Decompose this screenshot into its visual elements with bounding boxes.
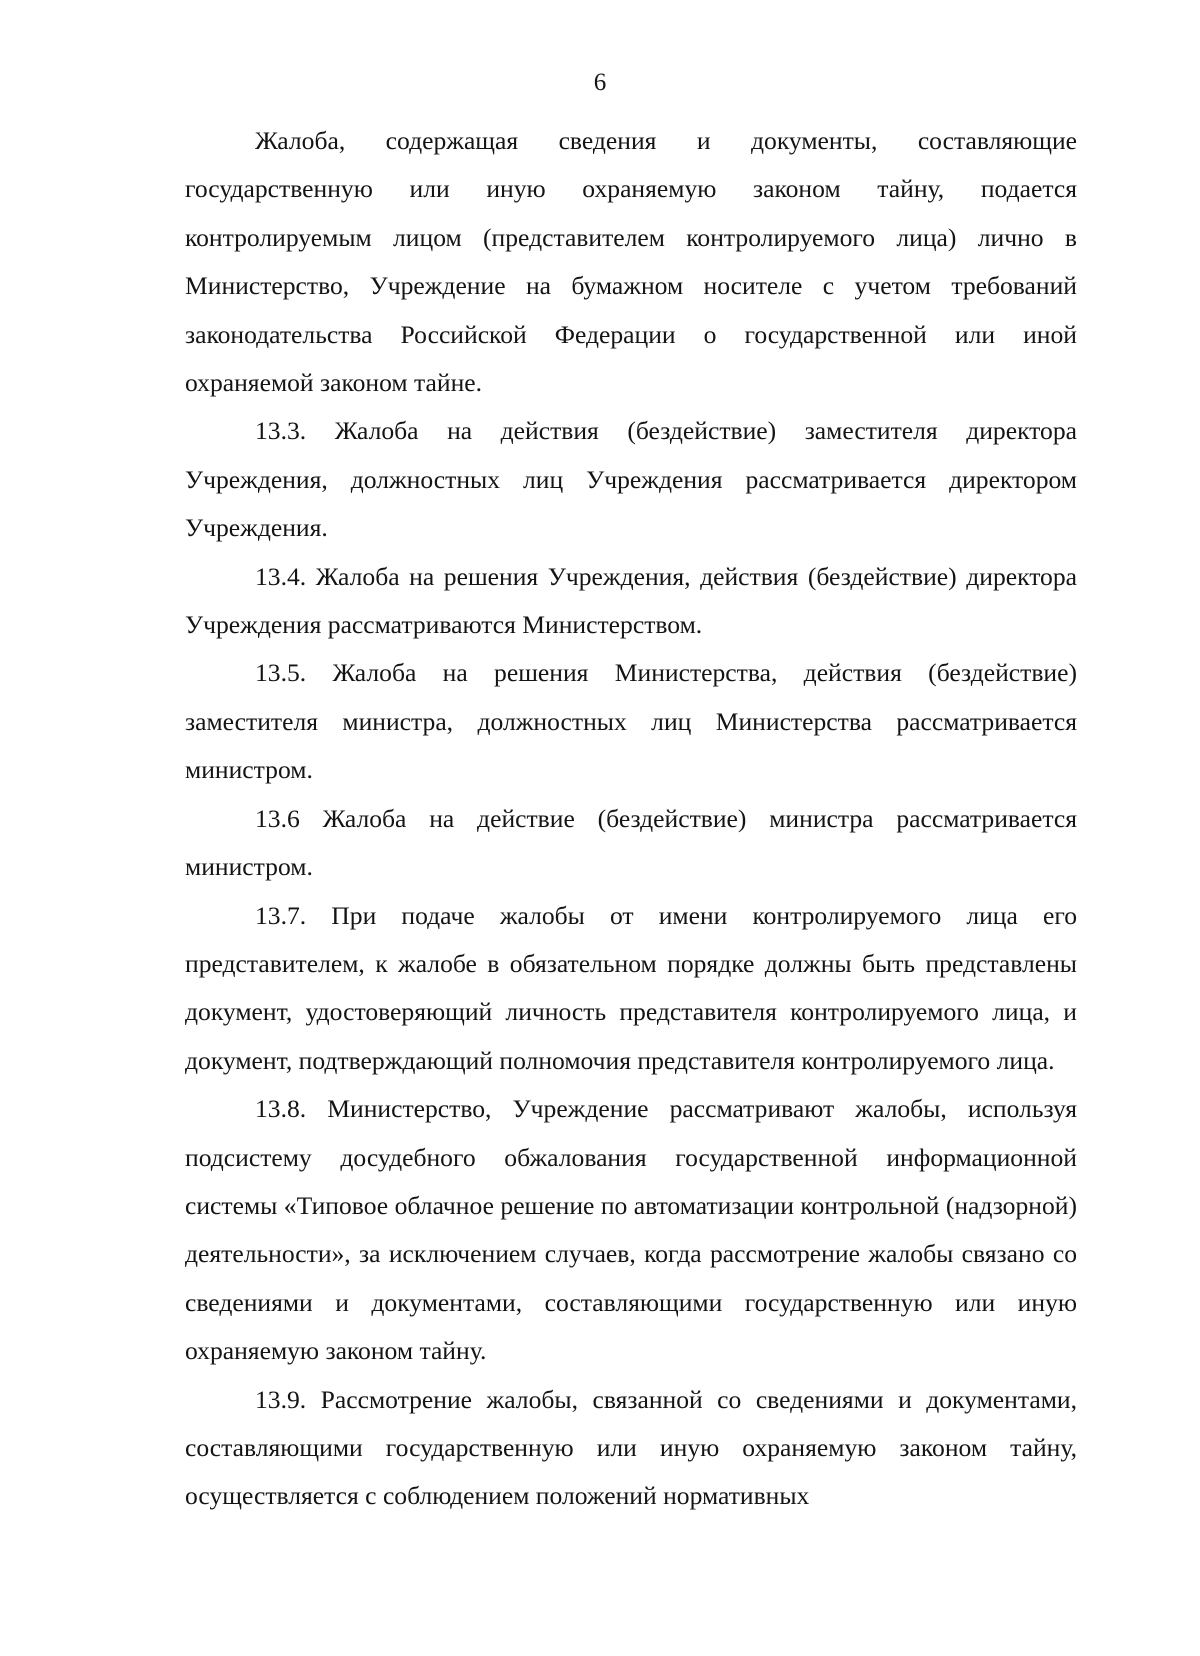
document-body (185, 117, 1077, 1521)
paragraph-13-8: 13.8. Министерство, Учреждение рассматривают жалобы, используя подсистему досудебного обжалования государственной информационной системы «Типовое облачное решение по автоматизации контрольной (надзорной) деятельности», за исключением случаев, когда рассмотрение жалобы связано со сведениями и документами, составляющими государственную или иную охраняемую законом тайну. (185, 1094, 1077, 1366)
paragraph-13-4: 13.4. Жалоба на решения Учреждения, действия (бездействие) директора Учреждения рассматриваются Министерством. (185, 561, 1077, 640)
paragraph-13-9: 13.9. Рассмотрение жалобы, связанной со сведениями и документами, составляющими государственную или иную охраняемую законом тайну, осуществляется с соблюдением положений нормативных (185, 1384, 1077, 1511)
paragraph-13-7: 13.7. При подаче жалобы от имени контролируемого лица его представителем, к жалобе в обязательном порядке должны быть представлены документ, удостоверяющий личность представителя контролируемого лица, и документ, подтверждающий полномочия представителя контролируемого лица. (185, 900, 1077, 1075)
paragraph-13-5: 13.5. Жалоба на решения Министерства, действия (бездействие) заместителя министра, должностных лиц Министерства рассматривается министром. (185, 658, 1077, 785)
page-number: 6 (593, 69, 607, 96)
paragraph-secret-complaint: Жалоба, содержащая сведения и документы, составляющие государственную или иную охраняемую законом тайну, подается контролируемым лицом (представителем контролируемого лица) лично в Министерство, Учреждение на бумажном носителе с учетом требований законодательства Российской Федерации о государственной или иной охраняемой законом тайне. (185, 126, 1077, 398)
paragraph-13-6: 13.6 Жалоба на действие (бездействие) министра рассматривается министром. (185, 803, 1077, 882)
paragraph-13-3: 13.3. Жалоба на действия (бездействие) заместителя директора Учреждения, должностных лиц Учреждения рассматривается директором Учреждения. (185, 416, 1077, 543)
